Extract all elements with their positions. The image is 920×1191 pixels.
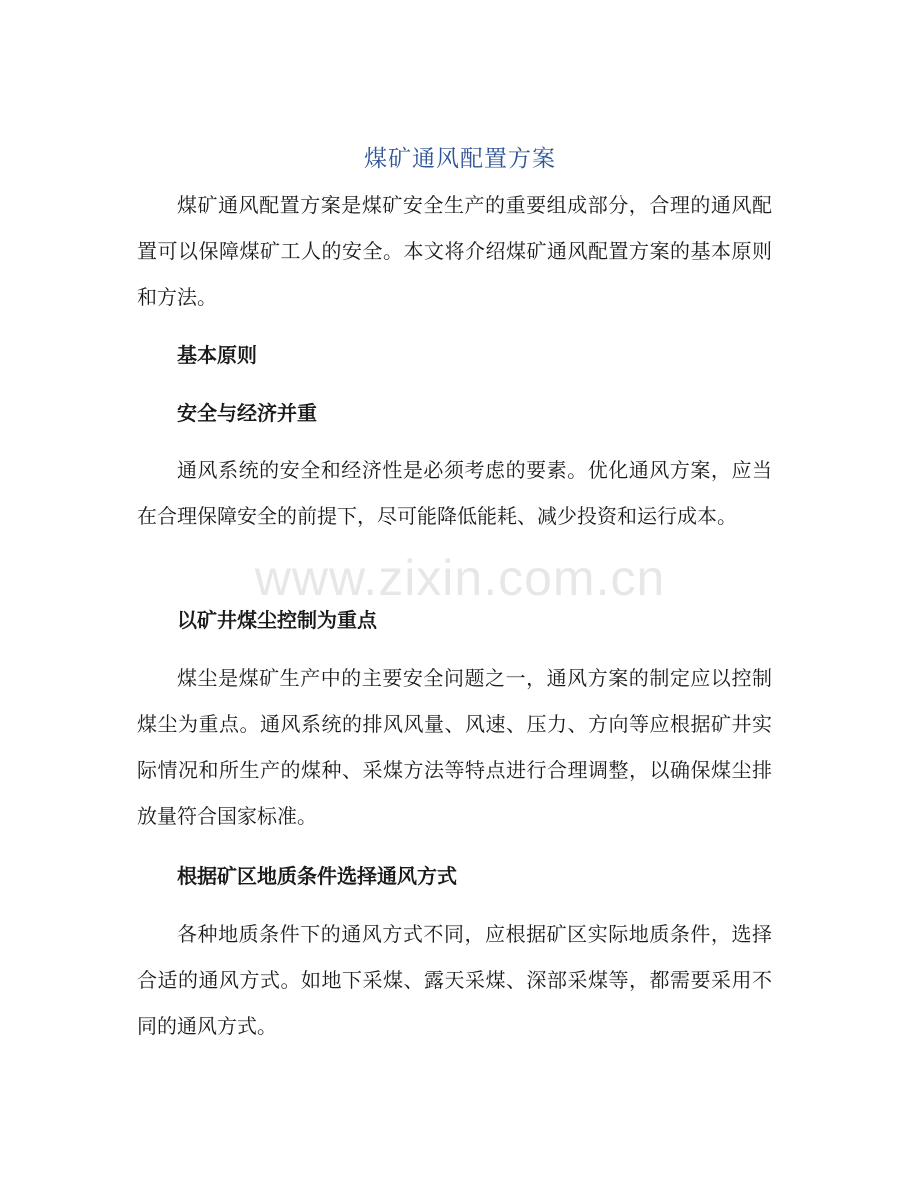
- paragraph-dust-control: 煤尘是煤矿生产中的主要安全问题之一，通风方案的制定应以控制煤尘为重点。通风系统的排风风量、风速、压力、方向等应根据矿井实际情况和所生产的煤种、采煤方法等特点进行合理调整，以确保煤尘排放量符合国家标准。: [137, 666, 772, 828]
- paragraph-geology: 各种地质条件下的通风方式不同，应根据矿区实际地质条件，选择合适的通风方式。如地下采煤、露天采煤、深部采煤等，都需要采用不同的通风方式。: [137, 922, 772, 1038]
- intro-paragraph: 煤矿通风配置方案是煤矿安全生产的重要组成部分，合理的通风配置可以保障煤矿工人的安全。本文将介绍煤矿通风配置方案的基本原则和方法。: [137, 193, 772, 309]
- section-heading: 基本原则: [177, 343, 257, 367]
- paragraph-safety-economy: 通风系统的安全和经济性是必须考虑的要素。优化通风方案，应当在合理保障安全的前提下，尽可能降低能耗、减少投资和运行成本。: [137, 458, 772, 528]
- watermark: www.zixin.com.cn: [254, 550, 666, 606]
- subsection-heading-geology: 根据矿区地质条件选择通风方式: [177, 864, 457, 888]
- subsection-heading-safety-economy: 安全与经济并重: [177, 401, 317, 425]
- subsection-heading-dust-control: 以矿井煤尘控制为重点: [177, 608, 377, 632]
- document-title: 煤矿通风配置方案: [364, 146, 556, 172]
